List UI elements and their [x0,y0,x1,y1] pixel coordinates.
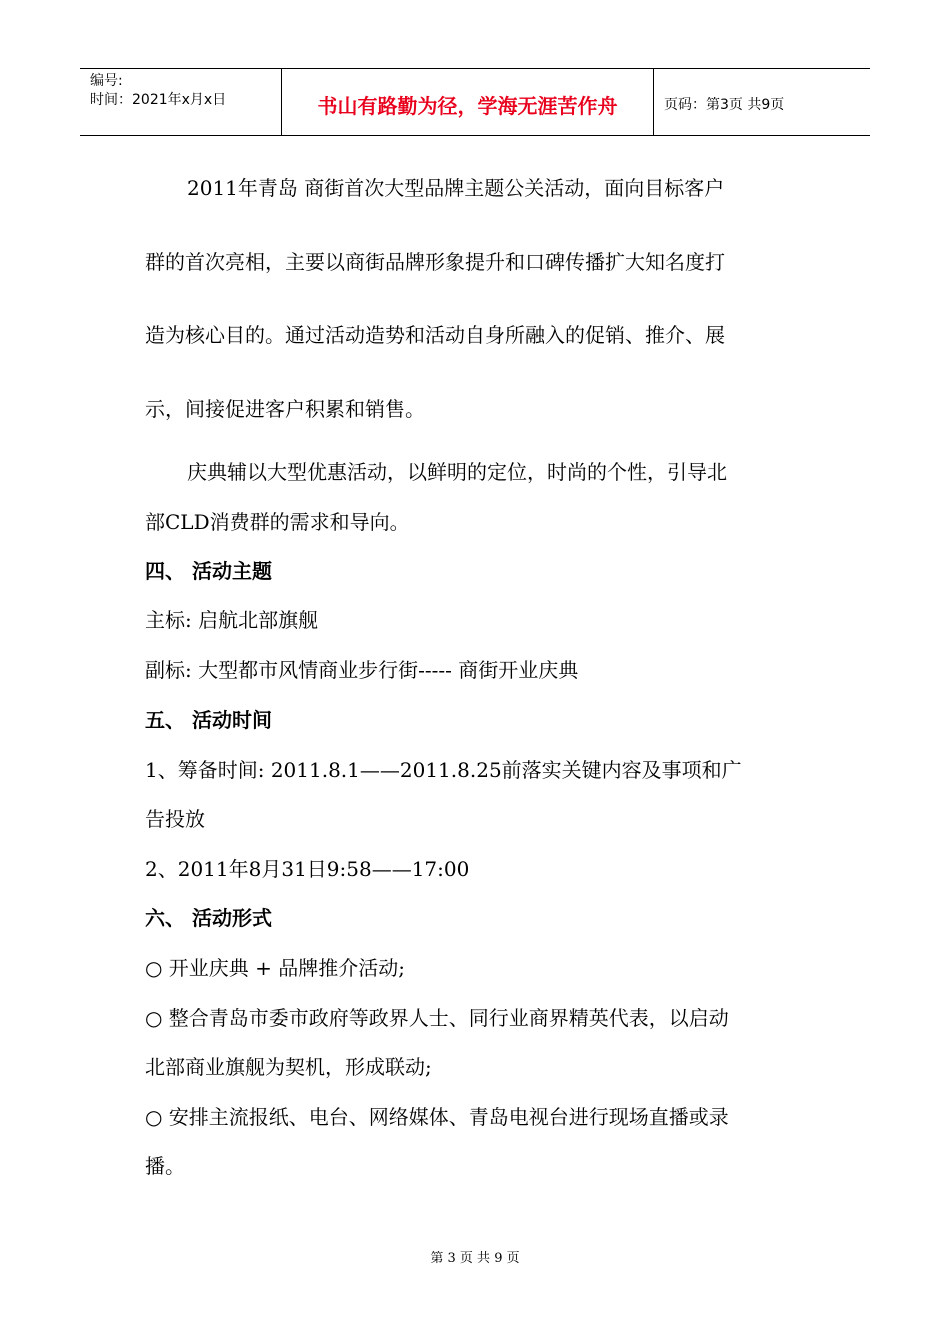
list-item: ○ 安排主流报纸、电台、网络媒体、青岛电视台进行现场直播或录 [145,1105,729,1129]
list-item: 2、2011年8月31日9:58——17:00 [145,857,470,881]
section-heading: 四、 活动主题 [145,559,272,583]
section-heading: 六、 活动形式 [145,906,272,930]
page-footer: 第 3 页 共 9 页 [430,1251,520,1266]
header-meta [80,69,282,135]
paragraph-line: 2011年青岛 商街首次大型品牌主题公关活动，面向目标客户 [187,176,725,200]
paragraph-line: 示，间接促进客户积累和销售。 [145,397,425,421]
list-item-continued: 播。 [145,1154,185,1178]
list-item: ○ 整合青岛市委市政府等政界人士、同行业商界精英代表，以启动 [145,1006,729,1030]
list-item-continued: 告投放 [145,807,205,831]
section-heading: 五、 活动时间 [145,708,272,732]
document-header [80,68,870,136]
time-label: 时间：2021年x月x日 [90,92,227,108]
main-title-line: 主标: 启航北部旗舰 [145,608,319,632]
list-item-continued: 北部商业旗舰为契机，形成联动; [145,1055,432,1079]
header-motto: 书山有路勤为径，学海无涯苦作舟 [282,69,654,135]
paragraph-line: 部CLD消费群的需求和导向。 [145,510,410,534]
paragraph-line: 群的首次亮相，主要以商街品牌形象提升和口碑传播扩大知名度打 [145,250,725,274]
list-item: 1、筹备时间: 2011.8.1——2011.8.25前落实关键内容及事项和广 [145,758,742,782]
number-label: 编号: [90,73,123,89]
sub-title-line: 副标: 大型都市风情商业步行街----- 商街开业庆典 [145,658,579,682]
header-page-code: 页码：第3页 共9页 [664,97,785,113]
paragraph-line: 庆典辅以大型优惠活动，以鲜明的定位，时尚的个性，引导北 [187,460,727,484]
list-item: ○ 开业庆典 + 品牌推介活动; [145,956,406,980]
paragraph-line: 造为核心目的。通过活动造势和活动自身所融入的促销、推介、展 [145,323,725,347]
